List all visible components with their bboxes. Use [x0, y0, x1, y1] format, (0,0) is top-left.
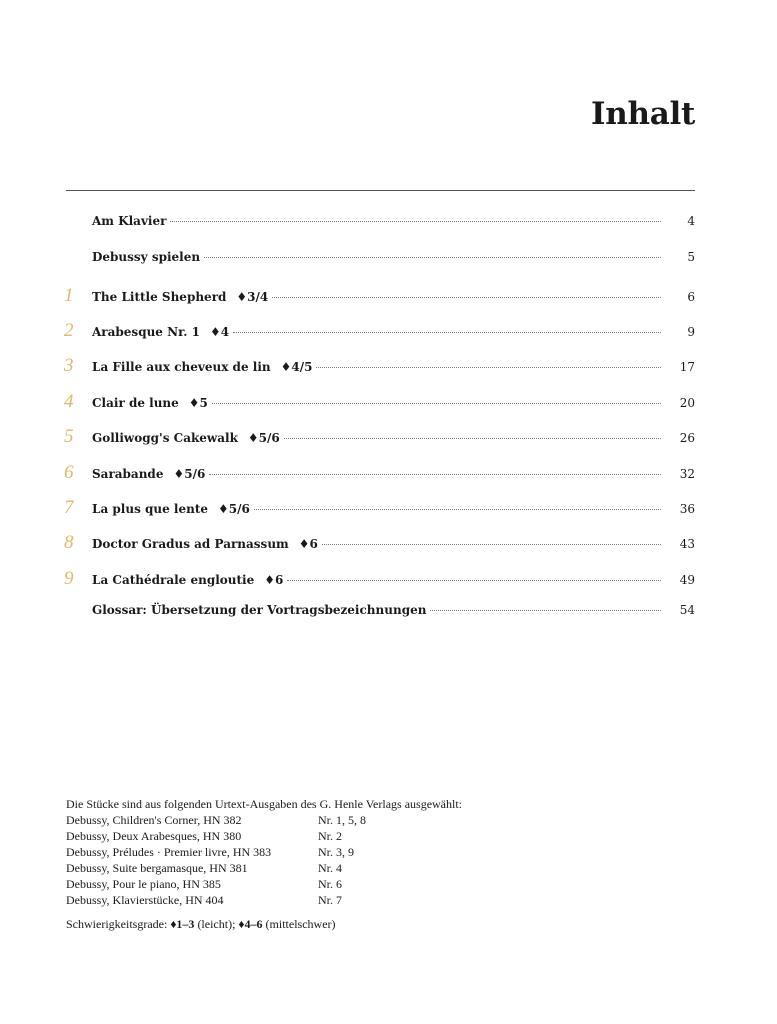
sources-block [66, 796, 462, 908]
toc-entry-number: 9 [64, 568, 74, 589]
toc-entry-page: 43 [679, 537, 695, 551]
toc-entry [62, 532, 695, 554]
source-pieces: Nr. 6 [318, 877, 342, 891]
toc-entry-page: 6 [687, 290, 695, 304]
source-pieces: Nr. 3, 9 [318, 845, 354, 859]
toc-entry-title: Glossar: Übersetzung der Vortragsbezeichnungen [92, 603, 427, 617]
title-divider [66, 190, 695, 191]
toc-entry-title: Arabesque Nr. 1 [92, 325, 201, 339]
toc-entry [62, 214, 695, 236]
toc-leader-dots [430, 610, 661, 611]
toc-entry [62, 355, 695, 377]
toc-entry [62, 285, 695, 307]
source-edition: Debussy, Children's Corner, HN 382 [66, 813, 242, 827]
difficulty-legend [66, 917, 336, 932]
toc-entry-number: 2 [64, 320, 74, 341]
source-edition: Debussy, Klavierstücke, HN 404 [66, 893, 224, 907]
toc-entry-number: 8 [64, 532, 74, 553]
source-pieces: Nr. 1, 5, 8 [318, 813, 366, 827]
toc-leader-dots [212, 403, 661, 404]
source-row [66, 876, 462, 892]
toc-entry-page: 36 [679, 502, 695, 516]
sources-intro: Die Stücke sind aus folgenden Urtext-Ausgaben des G. Henle Verlags ausgewählt: [66, 797, 463, 811]
toc-entry-number: 3 [64, 355, 74, 376]
toc-entry-number: 1 [64, 285, 74, 306]
toc-entry-page: 26 [679, 431, 695, 445]
toc-entry-title: Clair de lune [92, 396, 179, 410]
toc-entry-difficulty: ♦3/4 [236, 290, 269, 304]
toc-entry-title: Doctor Gradus ad Parnassum [92, 537, 289, 551]
toc-entry [62, 250, 695, 272]
toc-leader-dots [204, 257, 661, 258]
toc-entry-difficulty: ♦5/6 [218, 502, 250, 516]
toc-leader-dots [209, 474, 661, 475]
toc-leader-dots [316, 367, 661, 368]
toc-leader-dots [287, 580, 661, 581]
toc-entry [62, 603, 695, 625]
toc-entry-page: 9 [687, 325, 695, 339]
toc-entry-difficulty: ♦4 [210, 325, 230, 339]
toc-entry-title: Am Klavier [92, 214, 167, 228]
toc-entry [62, 426, 695, 448]
source-row [66, 860, 462, 876]
toc-entry-number: 4 [64, 391, 74, 412]
legend-easy-range: ♦1–3 [170, 917, 195, 931]
source-row [66, 844, 462, 860]
toc-entry-title: Debussy spielen [92, 250, 201, 264]
toc-entry-difficulty: ♦6 [264, 573, 284, 587]
toc-entry-title: La plus que lente [92, 502, 209, 516]
source-edition: Debussy, Deux Arabesques, HN 380 [66, 829, 242, 843]
sources-list [66, 812, 462, 908]
toc-leader-dots [170, 221, 661, 222]
toc-entry-difficulty: ♦5/6 [247, 431, 280, 445]
toc-entry [62, 391, 695, 413]
source-row [66, 828, 462, 844]
toc-entry-title: Golliwogg's Cakewalk [92, 431, 238, 445]
toc-entry-page: 49 [679, 573, 695, 587]
toc-entry [62, 462, 695, 484]
toc-entry [62, 320, 695, 342]
source-pieces: Nr. 4 [318, 861, 342, 875]
legend-easy-label: (leicht); [197, 917, 236, 931]
toc-leader-dots [322, 544, 661, 545]
toc-entry-number: 5 [64, 426, 74, 447]
source-pieces: Nr. 2 [318, 829, 342, 843]
legend-prefix: Schwierigkeitsgrade: [66, 917, 168, 931]
toc-leader-dots [233, 332, 661, 333]
source-pieces: Nr. 7 [318, 893, 342, 907]
toc-entry-title: La Fille aux cheveux de lin [92, 360, 271, 374]
toc-entry-number: 6 [64, 462, 74, 483]
toc-entry-difficulty: ♦5 [188, 396, 208, 410]
source-edition: Debussy, Préludes · Premier livre, HN 383 [66, 845, 272, 859]
toc-entry-page: 17 [679, 360, 695, 374]
page-title: Inhalt [591, 96, 695, 132]
toc-entry-page: 4 [687, 214, 695, 228]
toc-entry [62, 568, 695, 590]
toc-leader-dots [284, 438, 661, 439]
toc-entry-title: The Little Shepherd [92, 290, 227, 304]
toc-entry-difficulty: ♦5/6 [173, 467, 206, 481]
source-edition: Debussy, Suite bergamasque, HN 381 [66, 861, 248, 875]
toc-entry-page: 20 [679, 396, 695, 410]
toc-entry-page: 5 [687, 250, 695, 264]
toc-entry-title: Sarabande [92, 467, 164, 481]
source-edition: Debussy, Pour le piano, HN 385 [66, 877, 221, 891]
toc-entry-page: 32 [679, 467, 695, 481]
toc-entry-number: 7 [64, 497, 74, 518]
source-row [66, 812, 462, 828]
legend-mid-label: (mittelschwer) [265, 917, 336, 931]
legend-mid-range: ♦4–6 [238, 917, 263, 931]
toc-entry [62, 497, 695, 519]
toc-entry-difficulty: ♦6 [298, 537, 318, 551]
toc-entry-title: La Cathédrale engloutie [92, 573, 255, 587]
toc-entry-page: 54 [679, 603, 695, 617]
toc-leader-dots [272, 297, 661, 298]
toc-leader-dots [254, 509, 661, 510]
toc-entry-difficulty: ♦4/5 [280, 360, 313, 374]
source-row [66, 892, 462, 908]
